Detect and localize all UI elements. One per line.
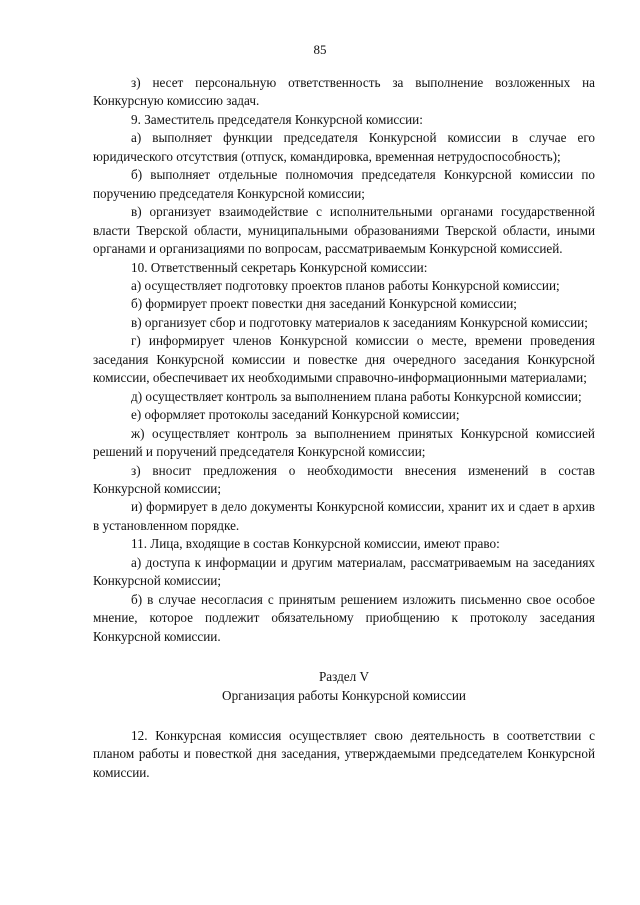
- paragraph-10: 10. Ответственный секретарь Конкурсной комиссии:: [131, 259, 428, 275]
- paragraph-11: 11. Лица, входящие в состав Конкурсной комиссии, имеют право:: [131, 536, 500, 552]
- page-number: 85: [313, 42, 327, 57]
- paragraph-11b: б) в случае несогласия с принятым решением изложить письменно свое особое мнение, которое подлежит обязательному приобщению к протоколу заседания Конкурсной комиссии.: [93, 591, 595, 644]
- paragraph-10z: з) вносит предложения о необходимости внесения изменений в состав Конкурсной комиссии;: [93, 462, 595, 496]
- paragraph-12: 12. Конкурсная комиссия осуществляет свою деятельность в соответствии с планом работы и повесткой дня заседания, утверждаемыми председателем Конкурсной комиссии.: [93, 727, 595, 780]
- paragraph-10i: и) формирует в дело документы Конкурсной комиссии, хранит их и сдает в архив в установленном порядке.: [93, 499, 595, 533]
- paragraph-11a: а) доступа к информации и другим материалам, рассматриваемым на заседаниях Конкурсной комиссии;: [93, 554, 595, 589]
- paragraph-9v: в) организует взаимодействие с исполнительными органами государственной власти Тверской области, муниципальными образованиями Тверской области, иными органами и организациями по вопросам, рассматриваемым Конкурсной комиссией.: [93, 204, 595, 257]
- paragraph-10v: в) организует сбор и подготовку материалов к заседаниям Конкурсной комиссии;: [131, 314, 588, 330]
- section-heading: Раздел V: [318, 669, 370, 685]
- paragraph-10d: д) осуществляет контроль за выполнением плана работы Конкурсной комиссии;: [131, 388, 582, 404]
- paragraph-3z: з) несет персональную ответственность за выполнение возложенных на Конкурсную комиссию задач.: [93, 75, 595, 109]
- paragraph-9a: а) выполняет функции председателя Конкурсной комиссии в случае его юридического отсутствия (отпуск, командировка, временная нетрудоспособность);: [93, 130, 595, 164]
- document-body: [93, 74, 595, 782]
- paragraph-10b: б) формирует проект повестки дня заседаний Конкурсной комиссии;: [131, 296, 517, 312]
- paragraph-10g: г) информирует членов Конкурсной комиссии о месте, времени проведения заседания Конкурсной комиссии и повестке дня очередного заседания Конкурсной комиссии, обеспечивает их необходимыми справочно-информационными материалами;: [93, 333, 595, 386]
- section-title: Организация работы Конкурсной комиссии: [222, 687, 466, 703]
- paragraph-10zh: ж) осуществляет контроль за выполнением принятых Конкурсной комиссией решений и поручений председателя Конкурсной комиссии;: [93, 425, 595, 460]
- paragraph-9: 9. Заместитель председателя Конкурсной комиссии:: [131, 111, 423, 127]
- paragraph-9b: б) выполняет отдельные полномочия председателя Конкурсной комиссии по поручению председателя Конкурсной комиссии;: [93, 167, 595, 201]
- paragraph-10e: е) оформляет протоколы заседаний Конкурсной комиссии;: [131, 407, 460, 423]
- paragraph-10a: а) осуществляет подготовку проектов планов работы Конкурсной комиссии;: [131, 277, 560, 293]
